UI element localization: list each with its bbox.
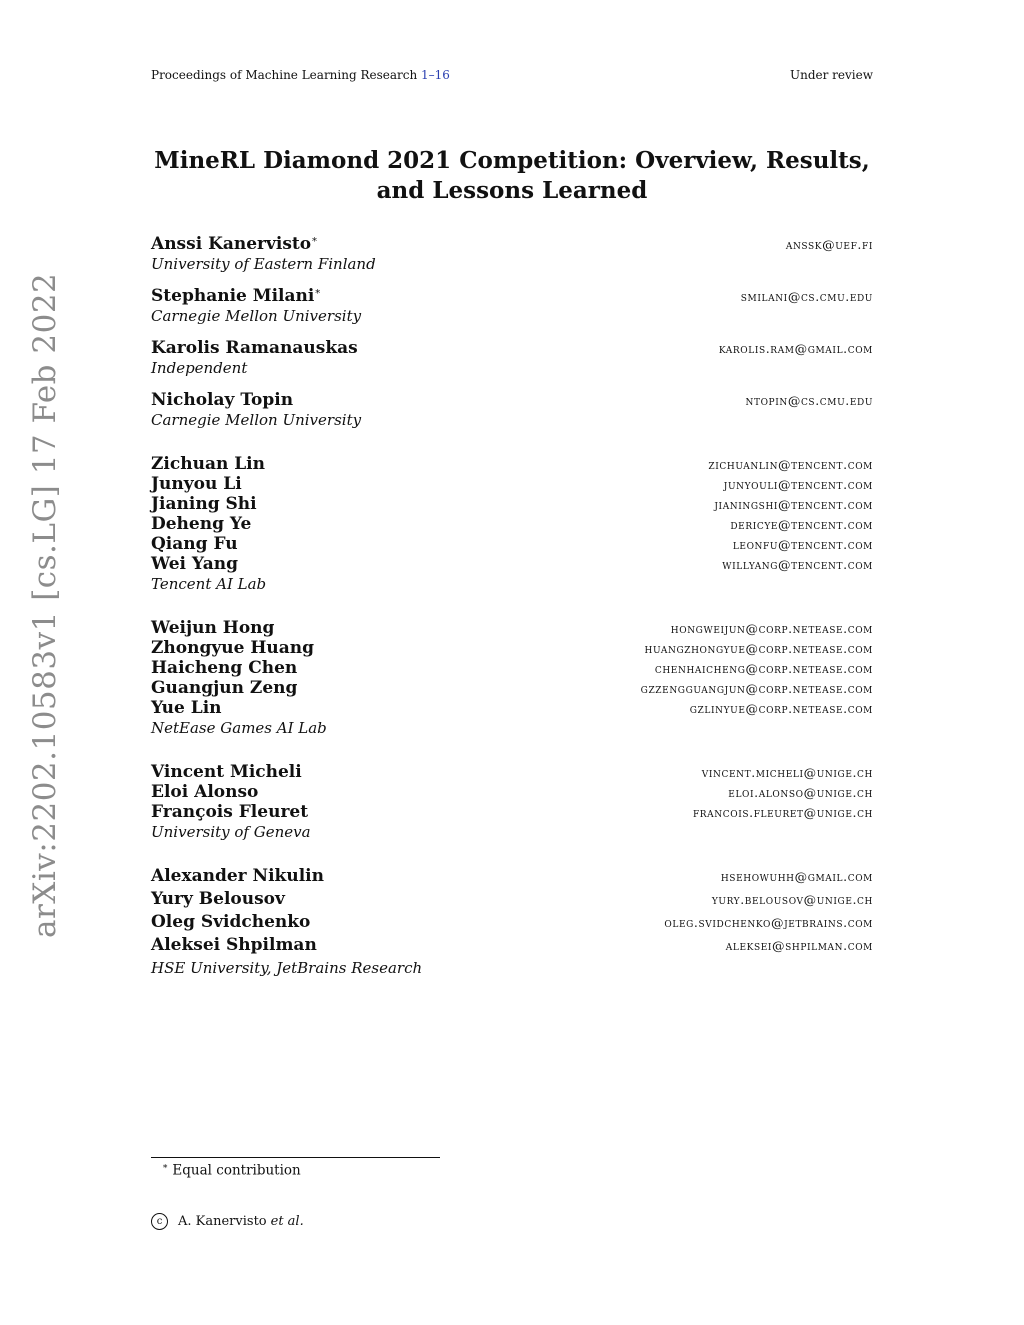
title-line-1: MineRL Diamond 2021 Competition: Overview, Results, (154, 147, 870, 174)
author-email[interactable]: leonfu@tencent.com (732, 537, 873, 552)
author-email[interactable]: anssk@uef.fi (785, 237, 873, 252)
paper-title (120, 146, 904, 206)
affiliation: Carnegie Mellon University (151, 411, 362, 429)
title-line-2: and Lessons Learned (376, 177, 648, 204)
author-row (151, 554, 873, 574)
author-group (151, 338, 873, 380)
author-email[interactable]: eloi.alonso@unige.ch (728, 785, 873, 800)
affiliation: HSE University, JetBrains Research (151, 959, 423, 977)
author-name: Alexander Nikulin (151, 866, 324, 886)
journal-name: Proceedings of Machine Learning Research (151, 68, 418, 82)
author-row (151, 286, 873, 306)
author-row (151, 802, 873, 822)
author-name: Qiang Fu (151, 534, 238, 554)
author-name: Weijun Hong (151, 618, 275, 638)
author-name: François Fleuret (151, 802, 309, 822)
author-email[interactable]: oleg.svidchenko@jetbrains.com (664, 915, 873, 930)
copyright-etal: et al. (270, 1214, 304, 1229)
author-name: Oleg Svidchenko (151, 912, 311, 932)
author-email[interactable]: hongweijun@corp.netease.com (670, 621, 873, 636)
author-group (151, 618, 873, 740)
review-status: Under review (789, 68, 873, 82)
author-name: Yury Belousov (151, 889, 285, 909)
author-row (151, 698, 873, 718)
author-row (151, 618, 873, 638)
author-email[interactable]: chenhaicheng@corp.netease.com (654, 661, 873, 676)
page-range-link[interactable]: 1–16 (421, 68, 450, 82)
author-email[interactable]: gzlinyue@corp.netease.com (689, 701, 873, 716)
author-name: Nicholay Topin (151, 390, 294, 410)
author-row (151, 638, 873, 658)
footnote-divider (151, 1157, 440, 1158)
author-name: Aleksei Shpilman (151, 935, 317, 955)
author-row (151, 762, 873, 782)
author-name: Zichuan Lin (151, 454, 266, 474)
affiliation: Carnegie Mellon University (151, 307, 362, 325)
author-row (151, 658, 873, 678)
author-group (151, 866, 873, 980)
author-name: Karolis Ramanauskas (151, 338, 358, 358)
author-email[interactable]: karolis.ram@gmail.com (718, 341, 873, 356)
author-email[interactable]: junyouli@tencent.com (723, 477, 873, 492)
author-group (151, 286, 873, 328)
author-row (151, 390, 873, 410)
author-group (151, 762, 873, 844)
author-row (151, 338, 873, 358)
author-row (151, 912, 873, 935)
author-row (151, 454, 873, 474)
affiliation: Tencent AI Lab (151, 575, 267, 593)
journal-line (151, 68, 450, 82)
author-name: Yue Lin (151, 698, 222, 718)
affiliation: University of Geneva (151, 823, 311, 841)
author-group (151, 454, 873, 596)
author-name: Wei Yang (151, 554, 238, 574)
copyright-line (151, 1213, 304, 1230)
author-row (151, 234, 873, 254)
footnote (162, 1162, 301, 1179)
author-email[interactable]: vincent.micheli@unige.ch (701, 765, 873, 780)
copyright-holder: A. Kanervisto (178, 1214, 267, 1229)
arxiv-stamp: arXiv:2202.10583v1 [cs.LG] 17 Feb 2022 (27, 272, 63, 938)
affiliation: Independent (151, 359, 248, 377)
author-row (151, 474, 873, 494)
author-name: Guangjun Zeng (151, 678, 298, 698)
author-name: Junyou Li (151, 474, 242, 494)
footnote-mark: ∗ (162, 1162, 169, 1172)
author-group (151, 390, 873, 432)
author-row (151, 782, 873, 802)
author-email[interactable]: francois.fleuret@unige.ch (692, 805, 873, 820)
author-email[interactable]: ntopin@cs.cmu.edu (745, 393, 873, 408)
author-row (151, 678, 873, 698)
author-email[interactable]: aleksei@shpilman.com (725, 938, 873, 953)
author-row (151, 935, 873, 958)
author-email[interactable]: jianingshi@tencent.com (714, 497, 873, 512)
author-row (151, 514, 873, 534)
equal-contribution-mark: ∗ (311, 234, 318, 246)
author-group (151, 234, 873, 276)
author-row (151, 534, 873, 554)
author-email[interactable]: smilani@cs.cmu.edu (740, 289, 873, 304)
author-email[interactable]: zichuanlin@tencent.com (708, 457, 873, 472)
author-name: Stephanie Milani∗ (151, 286, 322, 306)
affiliation: University of Eastern Finland (151, 255, 376, 273)
author-email[interactable]: huangzhongyue@corp.netease.com (644, 641, 873, 656)
author-name: Vincent Micheli (151, 762, 302, 782)
author-email[interactable]: dericye@tencent.com (730, 517, 873, 532)
footnote-text: Equal contribution (172, 1162, 301, 1179)
author-name: Deheng Ye (151, 514, 252, 534)
author-name: Zhongyue Huang (151, 638, 315, 658)
author-name: Eloi Alonso (151, 782, 259, 802)
author-name: Haicheng Chen (151, 658, 298, 678)
author-row (151, 866, 873, 889)
author-email[interactable]: gzzengguangjun@corp.netease.com (640, 681, 873, 696)
running-header (151, 68, 873, 82)
copyright-icon: c (151, 1213, 168, 1230)
equal-contribution-mark: ∗ (314, 286, 322, 298)
author-row (151, 494, 873, 514)
author-name: Jianing Shi (151, 494, 257, 514)
author-email[interactable]: yury.belousov@unige.ch (711, 892, 873, 907)
author-list (151, 234, 873, 990)
author-email[interactable]: willyang@tencent.com (722, 557, 873, 572)
author-email[interactable]: hsehowuhh@gmail.com (720, 869, 873, 884)
author-name: Anssi Kanervisto∗ (151, 234, 318, 254)
affiliation: NetEase Games AI Lab (151, 719, 327, 737)
author-row (151, 889, 873, 912)
